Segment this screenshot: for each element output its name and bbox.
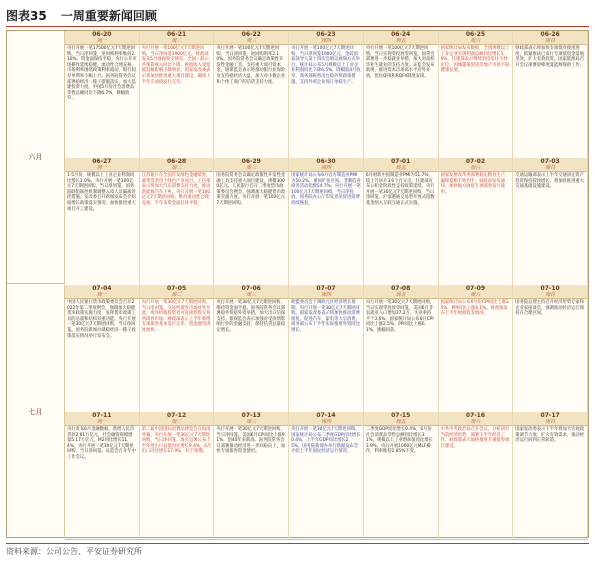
day-header [65, 158, 139, 172]
news-calendar [6, 30, 589, 538]
day-news: 国务院总理主持召开经济形势专家和企业家座谈会，强调推动经济运行保持在合理区间。 [515, 300, 585, 317]
day-weekday: 周日 [545, 165, 556, 171]
day-weekday: 周二 [171, 292, 182, 298]
day-cell [214, 285, 289, 412]
day-news: 第二届中国国际消费品博览会在海南开幕。央行开展一笔30亿元7天期逆回购，当日净回笼。海关总署公布上半年进出口总值同比增长9.4%，6月出口同比增长17.9%，好于预期。 [141, 427, 212, 455]
day-weekday: 周五 [395, 165, 406, 171]
day-cell [214, 412, 289, 539]
day-news: 6月财新中国制造业PMI为51.7%，较上月回升3.6个百分点。住建部宣布公积金阶段性支持政策延续。央行开展一笔30亿元7天期逆回购，当日净回笼。沪深港通交易型开放式指数基金纳入互联互通正式实施。 [365, 173, 435, 206]
day-date: 07-15 [391, 412, 411, 419]
day-date: 07-13 [241, 412, 261, 419]
day-weekday: 周六 [470, 38, 481, 44]
day-news: 央行开展一笔30亿元7天期逆回购，当日净回笼。美国6月CPI同比上涨9.1%，创40年来新高。国务院常务会议部署推动经济进一步回稳向上，加快专项债券资金使用。 [216, 427, 286, 455]
day-weekday: 周六 [470, 165, 481, 171]
day-news: 央行开展一笔100亿元7天期逆回购，当日实现零投放零回笼。国常会部署进一步稳就业举措，加大对高校毕业生就业的支持力度。证监会发布新规，推进资本市场高水平对外开放，优化QFII和RQFII制度安排。 [365, 46, 435, 79]
day-news: 中共中央政治局召开会议，分析研究当前经济形势，部署下半年经济工作。财政部表示加快推进专项债券项目建设。 [440, 427, 510, 449]
day-cell [140, 158, 215, 285]
day-weekday: 周四 [320, 38, 331, 44]
week-row [65, 412, 588, 540]
day-weekday: 周日 [545, 38, 556, 44]
day-header [364, 31, 438, 45]
day-news: 央行开展一笔17500亿元7天期逆回购，当日净回笼，逆回购利率维持2.10%，资金面保持平稳。央行公开市场操作延续稳健，流动性合理充裕，市场利率围绕政策利率波动，银行间存单利率小幅上行。国务院常务会议部署稳经济一揽子措施落实，加大基建投资力度。中国5月份社会消费品零售总额同比下降6.7%，降幅收窄。 [67, 46, 137, 102]
month-label: 七月 [7, 285, 65, 538]
day-header [140, 31, 214, 45]
day-cell [214, 31, 289, 158]
day-cell [439, 31, 514, 158]
day-header [289, 31, 363, 45]
day-header [513, 158, 587, 172]
day-weekday: 周三 [246, 292, 257, 298]
day-cell [65, 412, 140, 539]
day-news: 国家发改委表示下半年将加大宏观政策调节力度，扩大有效需求，推动经济运行回到正常轨道。 [515, 427, 585, 444]
day-cell [513, 412, 588, 539]
day-header [513, 412, 587, 426]
day-date: 06-26 [540, 31, 560, 38]
day-cell [364, 285, 439, 412]
day-header [289, 285, 363, 299]
day-cell [289, 285, 364, 412]
day-weekday: 周一 [96, 292, 107, 298]
day-date: 06-22 [241, 31, 261, 38]
day-weekday: 周四 [320, 165, 331, 171]
day-date: 07-07 [316, 285, 336, 292]
day-date: 06-21 [166, 31, 187, 38]
day-weekday: 周三 [246, 419, 257, 425]
day-header [140, 158, 214, 172]
day-header [513, 31, 587, 45]
day-header [65, 31, 139, 45]
day-date: 07-12 [166, 412, 187, 419]
day-cell [439, 285, 514, 412]
day-date: 07-17 [540, 412, 560, 419]
day-date: 07-10 [540, 285, 560, 292]
day-news: 1-5月份，规模以上工业企业利润同比增长1.0%。央行开展一笔100亿元7天期逆回购，当日净回笼。国务院联防联控机制调整入境人员隔离管控措施。发改委召开新闻发布会介绍稳增长政策落实情况，加快推进重大项目开工建设。 [67, 173, 136, 212]
day-cell [65, 158, 140, 285]
week-row [65, 158, 588, 286]
day-news: 央行开展一笔100亿元7天期逆回购，当日净回笼，逆回购利率2.10%。国务院常务会议确定政策性开发性金融工具，支持重大项目资本金。银保监会表示将推动银行业保险业支持稳经济大盘，加大对小微企业和个体工商户的信贷支持力度。 [216, 46, 286, 85]
day-date: 07-03 [540, 158, 560, 165]
day-news: 央行开展一笔30亿元7天期逆回购。国家统计局公布二季度GDP同比增长0.4%，上半年GDP同比增长2.5%。国务院新闻办举行新闻发布会介绍上半年国民经济运行情况。 [291, 427, 361, 455]
day-weekday: 周六 [470, 419, 481, 425]
day-date: 07-04 [92, 285, 112, 292]
day-header [439, 31, 513, 45]
day-weekday: 周日 [545, 292, 556, 298]
day-date: 07-05 [166, 285, 187, 292]
day-weekday: 周四 [320, 292, 331, 298]
week-row [65, 285, 588, 413]
day-date: 06-27 [92, 158, 112, 165]
day-cell [364, 31, 439, 158]
day-date: 06-20 [92, 31, 112, 38]
source-note: 资料来源：公司公告、平安证券研究所 [6, 543, 589, 560]
day-cell [513, 31, 588, 158]
day-date: 07-02 [465, 158, 486, 165]
day-weekday: 周六 [470, 292, 481, 298]
day-date: 06-23 [316, 31, 336, 38]
day-date: 06-28 [166, 158, 187, 165]
day-cell [289, 31, 364, 158]
day-date: 07-06 [241, 285, 261, 292]
title-label: 图表35 [6, 9, 47, 23]
week-row [65, 31, 588, 159]
day-header [65, 285, 139, 299]
day-news: 国家发展改革委部署稳定粮食生产，确保夏粮丰收到手。财政部发布通知，加快地方政府专项债券发行使用。 [440, 173, 510, 195]
day-cell [214, 158, 289, 285]
day-cell [140, 412, 215, 539]
day-weekday: 周一 [96, 419, 107, 425]
day-header [289, 158, 363, 172]
day-weekday: 周二 [171, 419, 182, 425]
day-cell [513, 158, 588, 285]
day-header [364, 158, 438, 172]
day-news: 财政部表示将加快专项债券使用进度，抓紧推动已发行专项债资金落地见效，扩大有效投资。国家能源局召开会议部署迎峰度夏能源保供工作。 [515, 46, 585, 68]
day-cell [65, 285, 140, 412]
day-date: 07-08 [391, 285, 411, 292]
day-news: 二季度GDP同比增长0.4%，6月份社会消费品零售总额同比增长3.1%，规模以上工业增加值同比增长3.9%。央行开展1000亿元MLF操作，利率维持2.85%不变。 [365, 427, 433, 455]
day-cell [140, 31, 215, 158]
day-date: 06-25 [465, 31, 486, 38]
day-cell [439, 158, 514, 285]
day-news: 国务院常务会议确定政策性开发性金融工具支持重大项目建设，规模3000亿元。人民银行召开二季度货币政策委员会例会，强调加大稳健货币政策实施力度。央行开展一笔100亿元7天期逆回购。 [216, 173, 286, 206]
day-header [214, 31, 288, 45]
day-weekday: 周二 [171, 165, 182, 171]
day-news: 央行发布6月金融数据，新增人民币贷款2.81万亿元，社会融资规模增量5.17万亿元，M2同比增长11.4%。央行开展一笔30亿元7天期逆回购，当日净回笼。证监会召开年中工作会议。 [67, 427, 136, 460]
day-header [214, 158, 288, 172]
day-news: 央行开展一笔30亿元7天期逆回购，维持资金面平稳。国务院常务会议部署稳外贸稳外资举措，加大出口信保支持。银保监会表示加强对受疫情影响行业的金融支持，保持信贷总量稳定增长。 [216, 300, 286, 333]
day-news: 国家统计局发布数据，全国规模以上工业企业实现利润总额同比增长1.0%。住建部表示继续坚持房住不炒定位，因城施策促进房地产市场平稳健康发展。 [440, 46, 510, 74]
day-header [289, 412, 363, 426]
day-news: 央行开展一笔30亿元7天期逆回购，当日实现零投放零回笼。美国6月非农就业人口增加37.2万，失业率持平于3.6%。国家统计局公布6月CPI同比上涨2.5%，PPI同比上涨6.1%，涨幅回落。 [365, 300, 435, 333]
day-cell [65, 31, 140, 158]
day-header [140, 285, 214, 299]
day-weekday: 周五 [395, 292, 406, 298]
day-news: 国家统计局公布6月份CPI同比上涨2.5%，PPI同比上涨6.1%。财政部发布上半年财政收支情况。 [440, 300, 511, 317]
page-title [6, 6, 589, 27]
day-cell [439, 412, 514, 539]
day-weekday: 周三 [246, 38, 257, 44]
day-header [439, 158, 513, 172]
day-date: 07-16 [465, 412, 486, 419]
day-date: 07-11 [92, 412, 112, 419]
day-news: 交通运输部表示上半年交通固定资产投资保持较快增长，将加快推进重大交通基础设施建设。 [515, 173, 585, 190]
day-date: 07-01 [391, 158, 411, 165]
day-weekday: 周二 [171, 38, 182, 44]
day-cell [289, 158, 364, 285]
day-news: 国家统计局公布6月官方制造业PMI为50.2%，重回扩张区间。非制造业商务活动指数54.7%。央行开展一笔100亿元7天期逆回购，当日净投放。国务院办公厅印发意见促进消费持续恢复。 [291, 173, 361, 206]
day-news: 央行开展一笔100亿元7天期逆回购，当日净回笼1900亿元。财政部发布5月财政收支情况，全国一般公共预算收入同比下降，税收收入受留抵退税影响下降明显。国家发改委表示将加快推进重大项目建设，确保上半年专项债发行完毕。 [141, 46, 211, 85]
day-header [364, 412, 438, 426]
day-header [214, 412, 288, 426]
day-cell [513, 285, 588, 412]
day-weekday: 周四 [320, 419, 331, 425]
day-header [439, 285, 513, 299]
day-news: 央行开展一笔30亿元7天期逆回购，当日净回笼。交易所债券市场对外开放，境外机构投资者可直接投资交易所债券市场。财政部表示上半年新增专项债券基本发行完毕，资金使用进度加快。 [141, 300, 211, 333]
day-news: 江苏银行在全国首发绿色金融债券，募集资金用于绿色产业项目。工信部表示将加大汽车消费支持力度，推动新能源汽车下乡。央行开展一笔100亿元7天期逆回购，维持流动性合理充裕，半年末资金面总体平稳。 [141, 173, 211, 206]
title-text: 一周重要新闻回顾 [60, 9, 157, 23]
day-header [513, 285, 587, 299]
day-weekday: 周一 [96, 165, 107, 171]
day-date: 06-29 [241, 158, 261, 165]
day-weekday: 周五 [395, 38, 406, 44]
day-news: 中国人民银行货币政策委员会召开2022年第二季度例会，强调加大稳健货币政策实施力度，发挥货币政策工具的总量和结构双重功能。央行开展一笔30亿元7天期逆回购，当日净回笼。国务院新闻办就稳经济一揽子政策落实情况举行发布会。 [67, 300, 136, 339]
day-cell [364, 412, 439, 539]
day-header [140, 412, 214, 426]
day-date: 07-14 [316, 412, 336, 419]
day-cell [289, 412, 364, 539]
day-news: 欧盟委员会下调欧元区经济增长预期。央行开展一笔30亿元7天期逆回购。国家发改委表示将加快推动消费恢复，促进汽车、家电等大宗消费。商务部公布上半年实际使用外资同比增长。 [291, 300, 360, 333]
day-header [214, 285, 288, 299]
day-header [364, 285, 438, 299]
day-header [439, 412, 513, 426]
day-weekday: 周日 [545, 419, 556, 425]
day-date: 07-09 [465, 285, 486, 292]
day-date: 06-30 [316, 158, 336, 165]
day-cell [364, 158, 439, 285]
day-weekday: 周五 [395, 419, 406, 425]
day-cell [140, 285, 215, 412]
day-date: 06-24 [391, 31, 411, 38]
day-header [65, 412, 139, 426]
day-weekday: 周一 [96, 38, 107, 44]
day-news: 央行开展一笔100亿元7天期逆回购，当日净回笼1900亿元。金砖国家领导人第十四次会晤以视频方式举行。统计局公布5月规模以上工业企业利润同比下降6.5%，降幅较4月收窄。商务部称将出台稳外贸政策措施，支持外贸企业保订单稳生产。 [291, 46, 361, 85]
day-weekday: 周三 [246, 165, 257, 171]
month-label: 六月 [7, 31, 65, 284]
